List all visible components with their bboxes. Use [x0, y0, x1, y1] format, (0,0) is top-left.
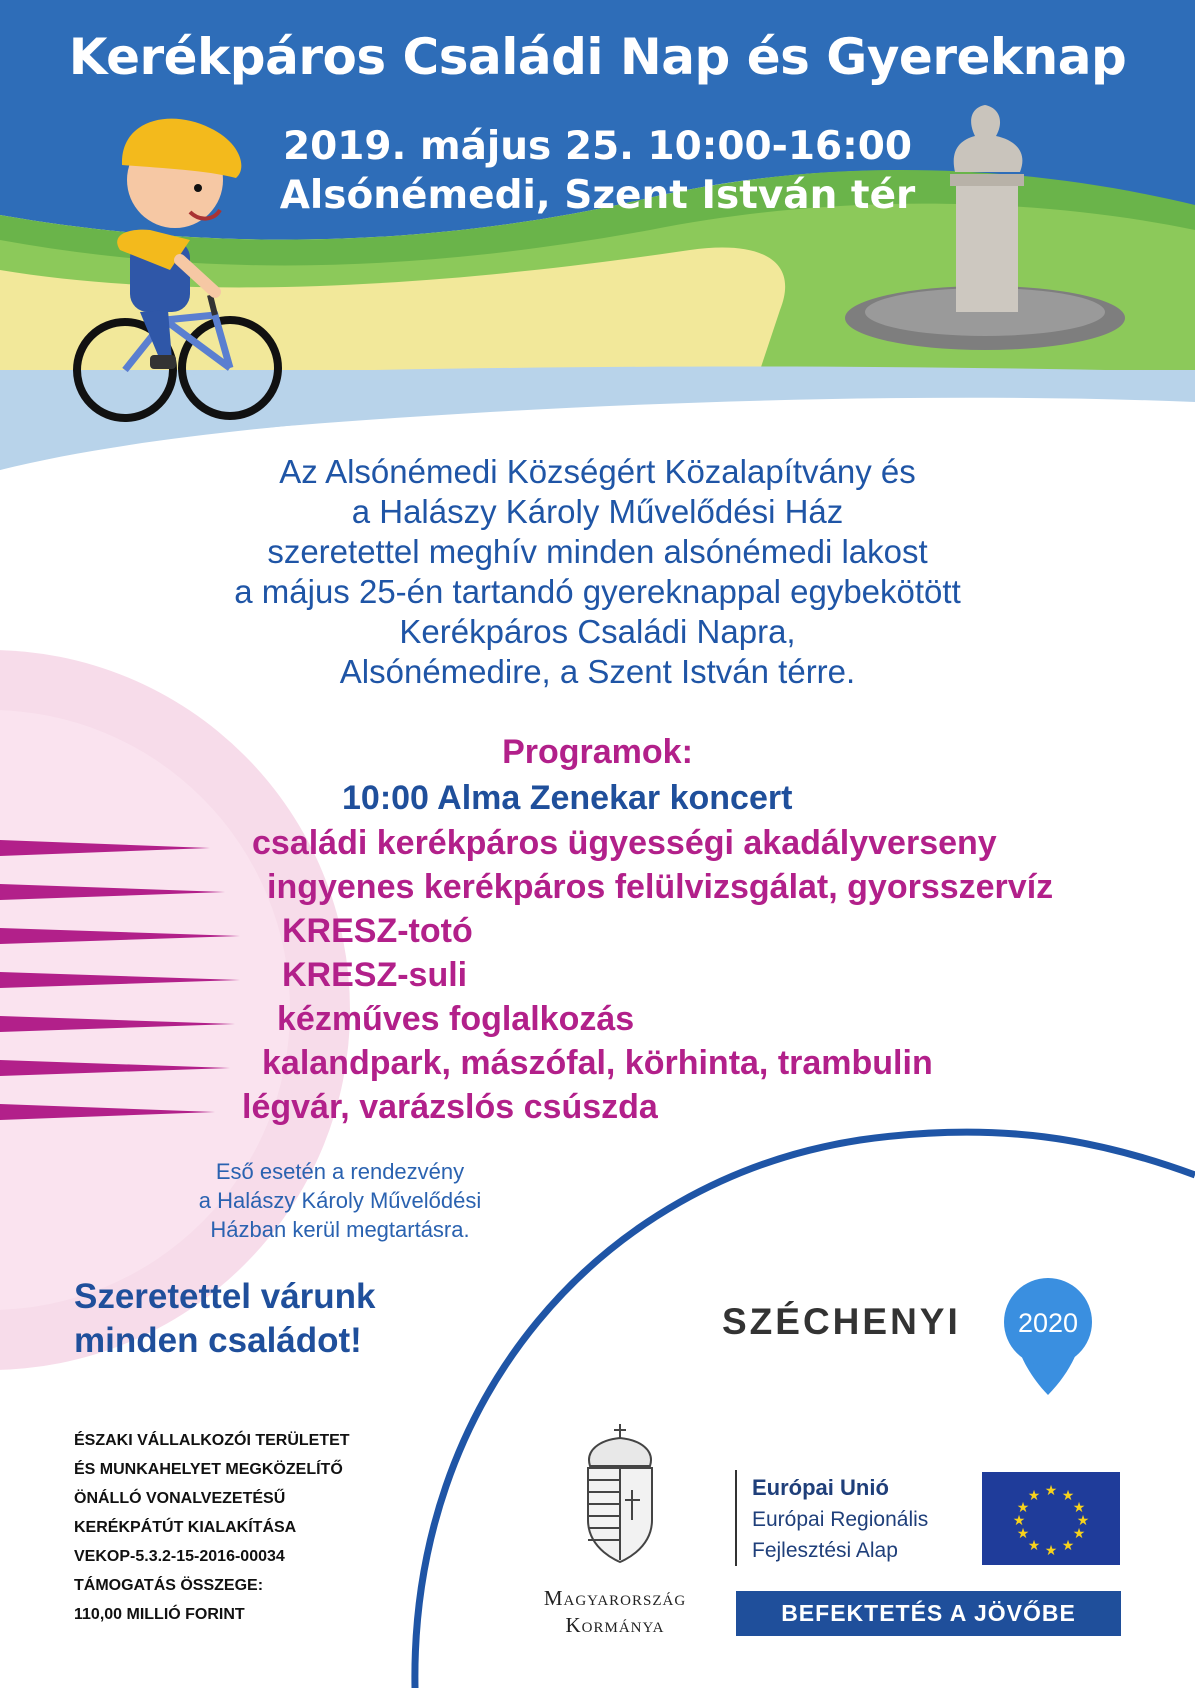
svg-text:★: ★ [1027, 1488, 1041, 1504]
project-info [74, 1426, 434, 1629]
event-title: Kerékpáros Családi Nap és Gyereknap [68, 28, 1127, 86]
project-line: 110,00 MILLIÓ FORINT [74, 1606, 245, 1623]
szechenyi-year: 2020 [1017, 1308, 1079, 1338]
coat-of-arms [588, 1424, 652, 1562]
svg-text:★: ★ [1072, 1526, 1086, 1542]
rain-note [150, 1157, 530, 1244]
svg-text:★: ★ [1044, 1543, 1058, 1559]
svg-text:★: ★ [1044, 1483, 1058, 1499]
intro-line: szeretettel meghív minden alsónémedi lakost [267, 533, 928, 570]
svg-text:★: ★ [1076, 1513, 1090, 1529]
svg-text:★: ★ [1027, 1538, 1041, 1554]
program-item: családi kerékpáros ügyességi akadályverseny [252, 824, 997, 862]
program-item: légvár, varázslós csúszda [242, 1088, 658, 1126]
svg-text:★: ★ [1016, 1500, 1030, 1516]
svg-text:★: ★ [1061, 1488, 1075, 1504]
government-line: Magyarország [543, 1586, 687, 1610]
rain-note-line: a Halászy Károly Művelődési [198, 1188, 482, 1213]
svg-text:★: ★ [1012, 1513, 1026, 1529]
svg-text:★: ★ [1016, 1526, 1030, 1542]
program-item: 10:00 Alma Zenekar koncert [342, 779, 793, 817]
program-item: KRESZ-suli [282, 956, 468, 994]
program-item: kalandpark, mászófal, körhinta, trambulin [262, 1044, 933, 1082]
government-logo-text [510, 1585, 720, 1639]
project-line: ÖNÁLLÓ VONALVEZETÉSŰ [74, 1490, 286, 1507]
project-line: ÉS MUNKAHELYET MEGKÖZELÍTŐ [74, 1461, 343, 1478]
intro-line: Az Alsónémedi Községért Közalapítvány és [279, 453, 916, 490]
eu-title: Európai Unió [752, 1475, 889, 1500]
svg-text:★: ★ [1072, 1500, 1086, 1516]
welcome-message [74, 1275, 376, 1363]
eu-flag [982, 1472, 1120, 1565]
intro-line: a Halászy Károly Művelődési Ház [351, 493, 844, 530]
program-item: kézműves foglalkozás [277, 1000, 635, 1038]
project-line: TÁMOGATÁS ÖSSZEGE: [74, 1577, 264, 1594]
szechenyi-logo-text: SZÉCHENYI [722, 1301, 961, 1342]
program-item: KRESZ-totó [282, 912, 473, 950]
intro-line: Kerékpáros Családi Napra, [399, 613, 796, 650]
event-location: Alsónémedi, Szent István tér [279, 173, 916, 218]
intro-paragraph [0, 452, 1195, 692]
welcome-line: Szeretettel várunk [74, 1277, 376, 1316]
eu-fund-line: Európai Regionális [752, 1508, 929, 1531]
intro-line: a május 25-én tartandó gyereknappal egybekötött [234, 573, 961, 610]
svg-text:★: ★ [1061, 1538, 1075, 1554]
event-date: 2019. május 25. 10:00-16:00 [283, 124, 912, 169]
eu-fund-line: Fejlesztési Alap [752, 1539, 898, 1562]
future-investment-banner: BEFEKTETÉS A JÖVŐBE [736, 1591, 1121, 1636]
rain-note-line: Eső esetén a rendezvény [215, 1159, 465, 1184]
government-line: Kormánya [565, 1613, 665, 1637]
programs-heading: Programok: [502, 733, 693, 771]
project-line: KERÉKPÁTÚT KIALAKÍTÁSA [74, 1519, 297, 1536]
project-line: VEKOP-5.3.2-15-2016-00034 [74, 1548, 285, 1565]
project-line: ÉSZAKI VÁLLALKOZÓI TERÜLETET [74, 1432, 350, 1449]
program-item: ingyenes kerékpáros felülvizsgálat, gyorsszervíz [267, 868, 1054, 906]
rain-note-line: Házban kerül megtartásra. [210, 1217, 470, 1242]
intro-line: Alsónémedire, a Szent István térre. [339, 653, 856, 690]
welcome-line: minden családot! [74, 1321, 362, 1360]
